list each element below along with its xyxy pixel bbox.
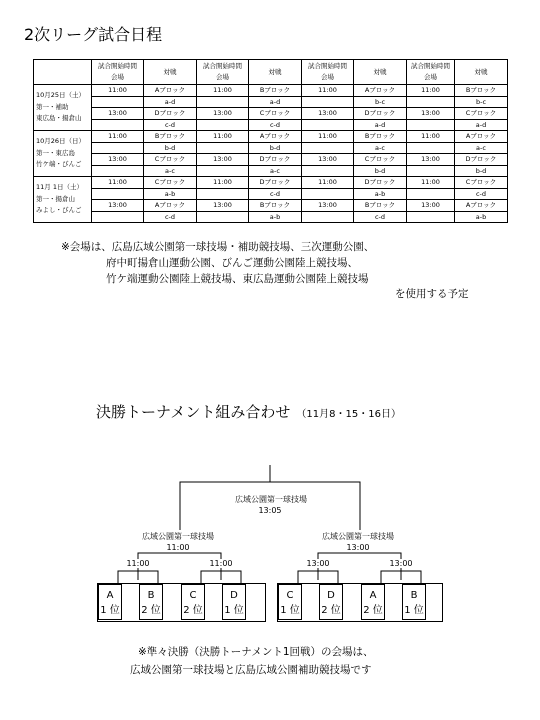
team-slot	[278, 584, 302, 620]
block-name-cell: Dブロック	[249, 177, 302, 189]
block-name-cell: Bブロック	[249, 85, 302, 97]
header-time-label: 試合開始時間	[98, 62, 137, 70]
matchup-cell: a-d	[249, 96, 302, 108]
matchup-cell: c-d	[144, 119, 197, 131]
kickoff-time-cell: 13:00	[197, 154, 249, 166]
team-slot	[222, 584, 246, 620]
block-name-cell: Bブロック	[455, 85, 508, 97]
block-name-cell: Aブロック	[354, 85, 407, 97]
kickoff-time-cell: 11:00	[92, 131, 144, 143]
kickoff-time-cell: 13:00	[92, 154, 144, 166]
kickoff-time-cell: 11:00	[407, 131, 455, 143]
team-rank: 1 位	[280, 605, 300, 616]
block-name-cell: Bブロック	[144, 131, 197, 143]
semi-right-venue: 広域公園第一球技場	[312, 531, 404, 542]
team-block: C	[189, 590, 197, 601]
tournament-title-text: 決勝トーナメント組み合わせ	[96, 403, 291, 421]
semi-left-venue: 広域公園第一球技場	[132, 531, 224, 542]
day-date-line: 11月 1日（土）	[36, 183, 83, 192]
block-name-cell: Cブロック	[455, 177, 508, 189]
block-name-cell: Bブロック	[354, 131, 407, 143]
team-slot	[98, 584, 122, 620]
team-block: D	[327, 590, 335, 601]
matchup-cell: a-d	[455, 119, 508, 131]
kickoff-time-cell: 11:00	[92, 85, 144, 97]
qf-time-2: 11:00	[203, 559, 239, 568]
block-name-cell: Dブロック	[249, 154, 302, 166]
kickoff-time-cell: 11:00	[302, 131, 354, 143]
qf-time-4: 13:00	[383, 559, 419, 568]
matchup-cell: a-b	[249, 211, 302, 223]
venue-note-line4: を使用する予定	[395, 288, 469, 300]
block-name-cell: Cブロック	[249, 108, 302, 120]
team-rank: 1 位	[224, 605, 244, 616]
team-block: A	[106, 590, 114, 601]
matchup-cell: a-d	[354, 119, 407, 131]
kickoff-time-cell: 11:00	[197, 131, 249, 143]
team-rank: 2 位	[321, 605, 341, 616]
team-rank: 2 位	[363, 605, 383, 616]
venue-note-line1: ※会場は、広島広域公園第一球技場・補助競技場、三次運動公園、	[61, 241, 375, 253]
header-venue-label: 会場	[111, 73, 124, 81]
team-rank: 2 位	[183, 605, 203, 616]
header-venue-label: 会場	[216, 73, 229, 81]
block-name-cell: Cブロック	[144, 154, 197, 166]
team-block: C	[286, 590, 294, 601]
final-venue: 広域公園第一球技場	[222, 494, 320, 505]
block-name-cell: Cブロック	[144, 177, 197, 189]
matchup-cell: c-d	[249, 119, 302, 131]
venue-note-line3: 竹ケ端運動公園陸上競技場、東広島運動公園陸上競技場	[106, 273, 369, 285]
kickoff-time-cell: 11:00	[302, 177, 354, 189]
kickoff-time-cell: 13:00	[197, 108, 249, 120]
day-date-line: 第一・揚倉山	[36, 194, 75, 203]
matchup-cell: b-c	[455, 96, 508, 108]
matchup-cell: a-b	[144, 188, 197, 200]
block-name-cell: Dブロック	[144, 108, 197, 120]
day-date-line: 竹ケ端・びんご	[36, 160, 82, 169]
kickoff-time-cell: 13:00	[92, 108, 144, 120]
block-name-cell: Aブロック	[455, 200, 508, 212]
team-slot	[319, 584, 343, 620]
final-time: 13:05	[248, 506, 292, 515]
matchup-cell: c-d	[455, 188, 508, 200]
matchup-cell: a-b	[455, 211, 508, 223]
day-date-line: 東広島・揚倉山	[36, 114, 82, 123]
header-time-label: 試合開始時間	[308, 62, 347, 70]
day-date-line: 10月26日（日）	[36, 137, 86, 146]
matchup-cell: b-d	[455, 165, 508, 177]
matchup-cell: c-d	[144, 211, 197, 223]
block-name-cell: Aブロック	[455, 131, 508, 143]
kickoff-time-cell: 13:00	[92, 200, 144, 212]
tournament-dates: （11月8・15・16日）	[296, 409, 401, 420]
header-match-label: 対戦	[455, 60, 508, 85]
semi-right-time: 13:00	[338, 543, 378, 552]
kickoff-time-cell: 13:00	[407, 108, 455, 120]
qf-time-1: 11:00	[120, 559, 156, 568]
team-block: A	[369, 590, 377, 601]
block-name-cell: Cブロック	[455, 108, 508, 120]
kickoff-time-cell: 11:00	[407, 85, 455, 97]
header-match-label: 対戦	[354, 60, 407, 85]
matchup-cell: a-c	[455, 142, 508, 154]
kickoff-time-cell: 11:00	[197, 85, 249, 97]
matchup-cell: b-c	[354, 96, 407, 108]
kickoff-time-cell: 13:00	[302, 108, 354, 120]
matchup-cell: a-c	[354, 142, 407, 154]
matchup-cell: b-d	[354, 165, 407, 177]
block-name-cell: Dブロック	[354, 108, 407, 120]
qf-time-3: 13:00	[300, 559, 336, 568]
team-block: B	[410, 590, 418, 601]
header-match-label: 対戦	[249, 60, 302, 85]
matchup-cell: a-c	[249, 165, 302, 177]
qf-note-line1: ※準々決勝（決勝トーナメント1回戦）の会場は、	[138, 646, 374, 658]
kickoff-time-cell: 11:00	[302, 85, 354, 97]
header-time-label: 試合開始時間	[203, 62, 242, 70]
kickoff-time-cell: 13:00	[302, 200, 354, 212]
qf-note-line2: 広域公園第一球技場と広島広域公園補助競技場です	[130, 664, 372, 676]
kickoff-time-cell: 11:00	[92, 177, 144, 189]
matchup-cell: c-d	[354, 211, 407, 223]
block-name-cell: Dブロック	[455, 154, 508, 166]
venue-note-line2: 府中町揚倉山運動公園、びんご運動公園陸上競技場、	[106, 257, 358, 269]
block-name-cell: Aブロック	[144, 200, 197, 212]
team-rank: 2 位	[141, 605, 161, 616]
kickoff-time-cell: 11:00	[407, 177, 455, 189]
team-slot	[402, 584, 426, 620]
kickoff-time-cell: 13:00	[302, 154, 354, 166]
kickoff-time-cell: 11:00	[197, 177, 249, 189]
semi-left-time: 11:00	[158, 543, 198, 552]
team-rank: 1 位	[100, 605, 120, 616]
matchup-cell: a-d	[144, 96, 197, 108]
day-date-line: みよし・びんご	[36, 206, 82, 215]
team-rank: 1 位	[404, 605, 424, 616]
team-block: B	[147, 590, 155, 601]
day-date-line: 10月25日（土）	[36, 91, 86, 100]
kickoff-time-cell: 13:00	[407, 200, 455, 212]
team-slot	[139, 584, 163, 620]
matchup-cell: a-c	[144, 165, 197, 177]
team-block: D	[230, 590, 238, 601]
block-name-cell: Bブロック	[354, 200, 407, 212]
day-date-line: 第一・東広島	[36, 148, 75, 157]
team-slot	[361, 584, 385, 620]
kickoff-time-cell: 13:00	[407, 154, 455, 166]
block-name-cell: Aブロック	[249, 131, 302, 143]
day-date-line: 第一・補助	[36, 102, 69, 111]
matchup-cell: b-d	[249, 142, 302, 154]
header-venue-label: 会場	[424, 73, 437, 81]
matchup-cell: a-b	[354, 188, 407, 200]
header-venue-label: 会場	[321, 73, 334, 81]
kickoff-time-cell: 13:00	[197, 200, 249, 212]
header-match-label: 対戦	[144, 60, 197, 85]
team-slot	[181, 584, 205, 620]
block-name-cell: Cブロック	[354, 154, 407, 166]
block-name-cell: Bブロック	[249, 200, 302, 212]
matchup-cell: c-d	[249, 188, 302, 200]
page-title: 2次リーグ試合日程	[24, 25, 163, 44]
matchup-cell: b-d	[144, 142, 197, 154]
header-time-label: 試合開始時間	[411, 62, 450, 70]
block-name-cell: Aブロック	[144, 85, 197, 97]
block-name-cell: Dブロック	[354, 177, 407, 189]
